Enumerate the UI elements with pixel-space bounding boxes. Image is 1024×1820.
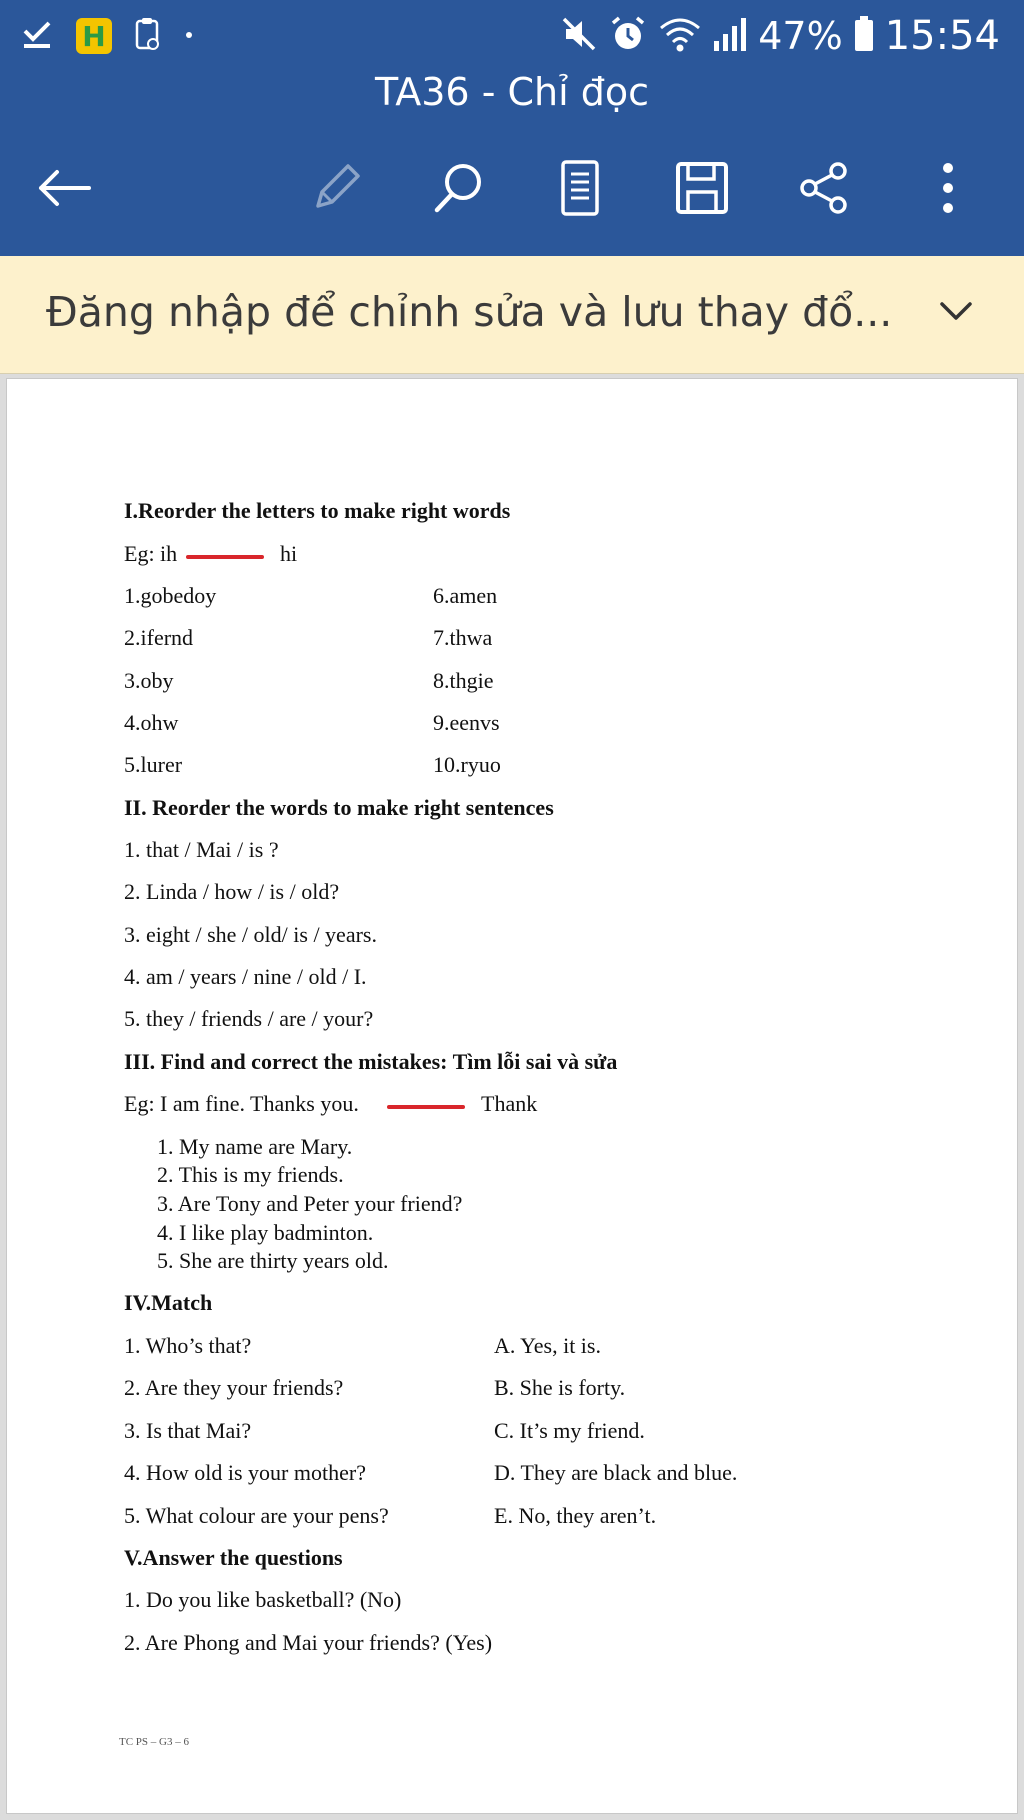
- alarm-icon: [608, 14, 648, 59]
- sign-in-banner-text: Đăng nhập để chỉnh sửa và lưu thay đổ...: [46, 288, 893, 336]
- section-3-heading: III. Find and correct the mistakes: Tìm lỗi sai và sửa: [124, 1049, 618, 1074]
- save-button[interactable]: [662, 150, 742, 230]
- document-title: TA36 - Chỉ đọc: [375, 70, 649, 114]
- back-button[interactable]: [24, 150, 104, 230]
- share-button[interactable]: [784, 150, 864, 230]
- sign-in-banner[interactable]: [0, 256, 1024, 374]
- pencil-icon: [308, 160, 364, 221]
- status-left-icons: [20, 14, 194, 58]
- scramble-item: 7.thwa: [433, 625, 493, 650]
- example-arrow: [186, 555, 264, 559]
- banner-expand-button[interactable]: [928, 286, 984, 342]
- match-question: 2. Are they your friends?: [124, 1375, 344, 1400]
- question-item: 2. Are Phong and Mai your friends? (Yes): [124, 1630, 493, 1655]
- mute-icon: [560, 15, 598, 58]
- more-button[interactable]: [908, 150, 988, 230]
- edit-button[interactable]: [296, 150, 376, 230]
- match-answer: B. She is forty.: [494, 1375, 626, 1400]
- sentence-item: 3. eight / she / old/ is / years.: [124, 922, 377, 947]
- status-right-icons: [560, 10, 1000, 62]
- sentence-item: 1. that / Mai / is ?: [124, 837, 279, 862]
- battery-icon: [853, 15, 875, 58]
- reading-view-button[interactable]: [540, 150, 620, 230]
- section-1-example-answer: hi: [280, 541, 298, 566]
- search-button[interactable]: [418, 150, 498, 230]
- clock: 15:54: [884, 13, 1000, 59]
- sentence-item: 4. am / years / nine / old / I.: [124, 964, 367, 989]
- share-icon: [796, 160, 852, 221]
- sentence-item: 2. Linda / how / is / old?: [124, 879, 340, 904]
- wifi-icon: [658, 15, 702, 58]
- example-arrow: [387, 1105, 465, 1109]
- mistake-item: 4. I like play badminton.: [157, 1220, 374, 1245]
- section-4-heading: IV.Match: [124, 1290, 213, 1315]
- reading-view-icon: [558, 159, 602, 222]
- scramble-item: 3.oby: [124, 668, 174, 693]
- scramble-item: 8.thgie: [433, 668, 494, 693]
- section-1-example: Eg: ih: [124, 541, 178, 566]
- mistake-item: 1. My name are Mary.: [157, 1134, 353, 1159]
- section-3-example-answer: Thank: [481, 1091, 538, 1116]
- h-app-icon: H: [76, 18, 112, 54]
- scramble-item: 2.ifernd: [124, 625, 194, 650]
- scramble-item: 1.gobedoy: [124, 583, 217, 608]
- app-bar: [0, 0, 1024, 256]
- battery-percent: 47%: [758, 14, 843, 58]
- toolbar: [0, 150, 1024, 230]
- search-icon: [430, 160, 486, 221]
- status-bar: [0, 0, 1024, 72]
- match-question: 5. What colour are your pens?: [124, 1503, 389, 1528]
- chevron-down-icon: [938, 300, 974, 329]
- clipboard-icon: [134, 16, 162, 57]
- match-answer: A. Yes, it is.: [494, 1333, 601, 1358]
- section-3-example: Eg: I am fine. Thanks you.: [124, 1091, 359, 1116]
- section-5-heading: V.Answer the questions: [124, 1545, 343, 1570]
- scramble-item: 6.amen: [433, 583, 498, 608]
- match-question: 4. How old is your mother?: [124, 1460, 366, 1485]
- match-answer: E. No, they aren’t.: [494, 1503, 657, 1528]
- match-answer: C. It’s my friend.: [494, 1418, 645, 1443]
- sentence-item: 5. they / friends / are / your?: [124, 1006, 374, 1031]
- section-1-heading: I.Reorder the letters to make right words: [124, 498, 511, 523]
- scramble-item: 5.lurer: [124, 752, 183, 777]
- mistake-item: 2. This is my friends.: [157, 1162, 344, 1187]
- back-icon: [35, 166, 93, 215]
- save-icon: [674, 160, 730, 221]
- more-icon: [938, 160, 958, 221]
- dot-icon: [184, 27, 194, 45]
- mistake-item: 3. Are Tony and Peter your friend?: [157, 1191, 463, 1216]
- download-done-icon: [20, 17, 54, 56]
- scramble-item: 9.eenvs: [433, 710, 500, 735]
- match-question: 3. Is that Mai?: [124, 1418, 252, 1443]
- scramble-item: 4.ohw: [124, 710, 179, 735]
- match-question: 1. Who’s that?: [124, 1333, 252, 1358]
- section-2-heading: II. Reorder the words to make right sentences: [124, 795, 554, 820]
- scramble-item: 10.ryuo: [433, 752, 501, 777]
- mistake-item: 5. She are thirty years old.: [157, 1248, 389, 1273]
- signal-icon: [712, 15, 748, 58]
- page-footer: TC PS – G3 – 6: [119, 1736, 189, 1748]
- question-item: 1. Do you like basketball? (No): [124, 1587, 402, 1612]
- match-answer: D. They are black and blue.: [494, 1460, 738, 1485]
